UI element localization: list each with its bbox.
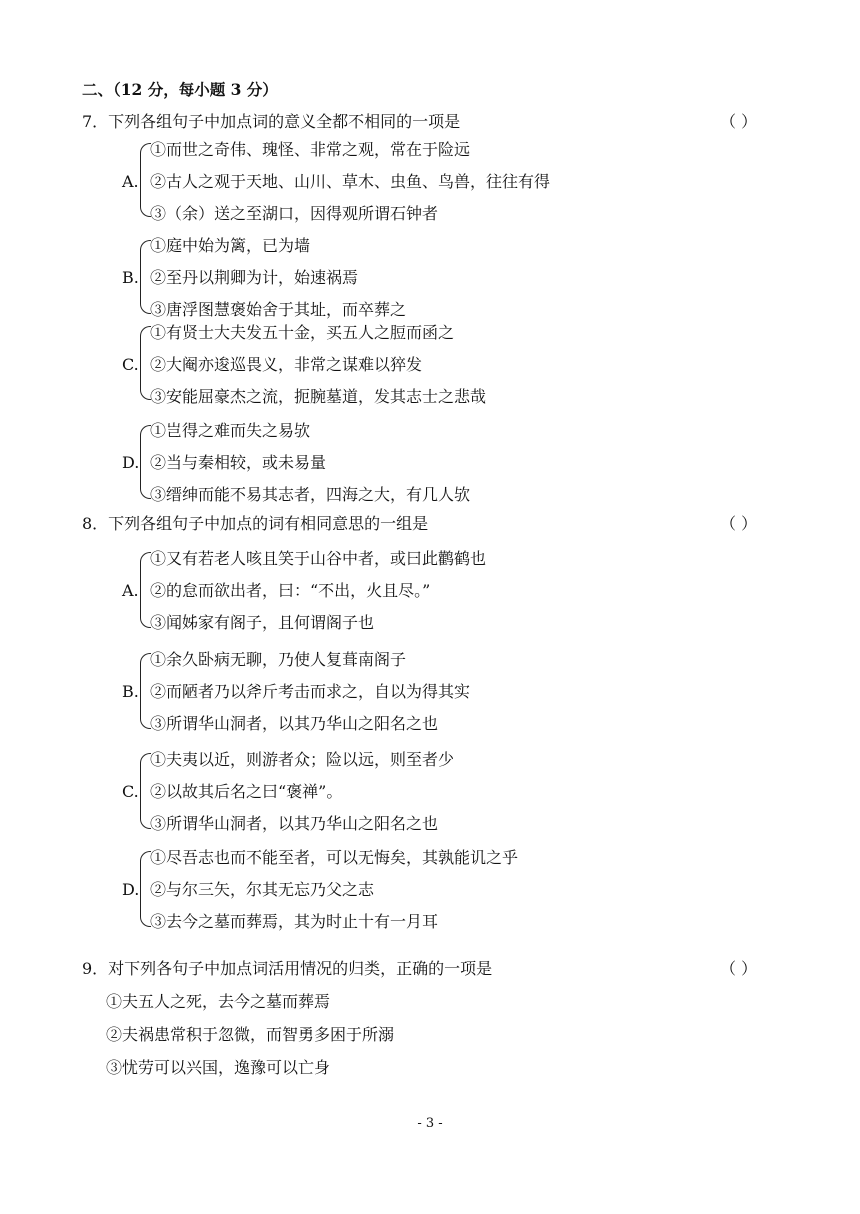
q7-option-c-label: C. bbox=[122, 355, 139, 374]
q8-option-c-line-2: ②以故其后名之曰“褒禅”。 bbox=[150, 782, 343, 801]
q7-option-b-line-1: ①庭中始为篱，已为墙 bbox=[150, 236, 311, 255]
q7-option-b-line-3: ③唐浮图慧褒始舍于其址，而卒葬之 bbox=[150, 300, 407, 319]
q8-option-a-line-3: ③闻姊家有阁子，且何谓阁子也 bbox=[150, 613, 375, 632]
q9-sentence-3: ③忧劳可以兴国，逸豫可以亡身 bbox=[106, 1058, 331, 1077]
q8-option-b-line-3: ③所谓华山洞者，以其乃华山之阳名之也 bbox=[150, 714, 439, 733]
q8-option-d-label: D. bbox=[122, 880, 140, 899]
q9-sentence-1: ①夫五人之死，去今之墓而葬焉 bbox=[106, 992, 331, 1011]
q8-option-c-line-1: ①夫夷以近，则游者众；险以远，则至者少 bbox=[150, 750, 455, 769]
q7-option-a-label: A. bbox=[122, 172, 139, 191]
q7-option-a-line-2: ②古人之观于天地、山川、草木、虫鱼、鸟兽，往往有得 bbox=[150, 172, 551, 191]
q8-option-d-line-2: ②与尔三矢，尔其无忘乃父之志 bbox=[150, 880, 375, 899]
q8-option-a-line-2: ②的怠而欲出者，曰：“不出，火且尽。” bbox=[150, 581, 431, 600]
page-number: - 3 - bbox=[417, 1116, 443, 1131]
q8-option-d-line-3: ③去今之墓而葬焉，其为时止十有一月耳 bbox=[150, 912, 439, 931]
q8-option-a-label: A. bbox=[122, 581, 139, 600]
q7-option-d-line-1: ①岂得之难而失之易欤 bbox=[150, 421, 311, 440]
q8-option-b-line-2: ②而陋者乃以斧斤考击而求之，自以为得其实 bbox=[150, 682, 471, 701]
q8-option-b-label: B. bbox=[122, 682, 139, 701]
q8-option-c-label: C. bbox=[122, 782, 139, 801]
question-9-answer-paren: （ ） bbox=[720, 959, 758, 978]
section-header: 二、（12 分，每小题 3 分） bbox=[82, 80, 278, 99]
q7-option-d-line-2: ②当与秦相较，或未易量 bbox=[150, 453, 327, 472]
question-7-stem: 7．下列各组句子中加点词的意义全都不相同的一项是 bbox=[82, 112, 461, 131]
q7-option-d-label: D. bbox=[122, 453, 140, 472]
q8-option-b-line-1: ①余久卧病无聊，乃使人复葺南阁子 bbox=[150, 650, 407, 669]
q8-option-c-line-3: ③所谓华山洞者，以其乃华山之阳名之也 bbox=[150, 814, 439, 833]
q7-option-c-line-1: ①有贤士大夫发五十金，买五人之脰而函之 bbox=[150, 323, 455, 342]
q7-option-c-line-3: ③安能屈豪杰之流，扼腕墓道，发其志士之悲哉 bbox=[150, 387, 487, 406]
q7-option-d-line-3: ③缙绅而能不易其志者，四海之大，有几人欤 bbox=[150, 485, 471, 504]
q8-option-d-line-1: ①尽吾志也而不能至者，可以无悔矣，其孰能讥之乎 bbox=[150, 848, 519, 867]
q7-option-b-line-2: ②至丹以荆卿为计，始速祸焉 bbox=[150, 268, 359, 287]
q7-option-b-label: B. bbox=[122, 268, 139, 287]
q8-option-a-line-1: ①又有若老人咳且笑于山谷中者，或曰此鹳鹤也 bbox=[150, 549, 487, 568]
q9-sentence-2: ②夫祸患常积于忽微，而智勇多困于所溺 bbox=[106, 1025, 395, 1044]
q7-option-c-line-2: ②大阉亦逡巡畏义，非常之谋难以猝发 bbox=[150, 355, 423, 374]
question-8-answer-paren: （ ） bbox=[720, 514, 758, 533]
question-7-answer-paren: （ ） bbox=[720, 112, 758, 131]
question-8-stem: 8．下列各组句子中加点的词有相同意思的一组是 bbox=[82, 514, 429, 533]
q7-option-a-line-1: ①而世之奇伟、瑰怪、非常之观，常在于险远 bbox=[150, 140, 471, 159]
q7-option-a-line-3: ③（余）送之至湖口，因得观所谓石钟者 bbox=[150, 204, 439, 223]
question-9-stem: 9．对下列各句子中加点词活用情况的归类，正确的一项是 bbox=[82, 959, 493, 978]
